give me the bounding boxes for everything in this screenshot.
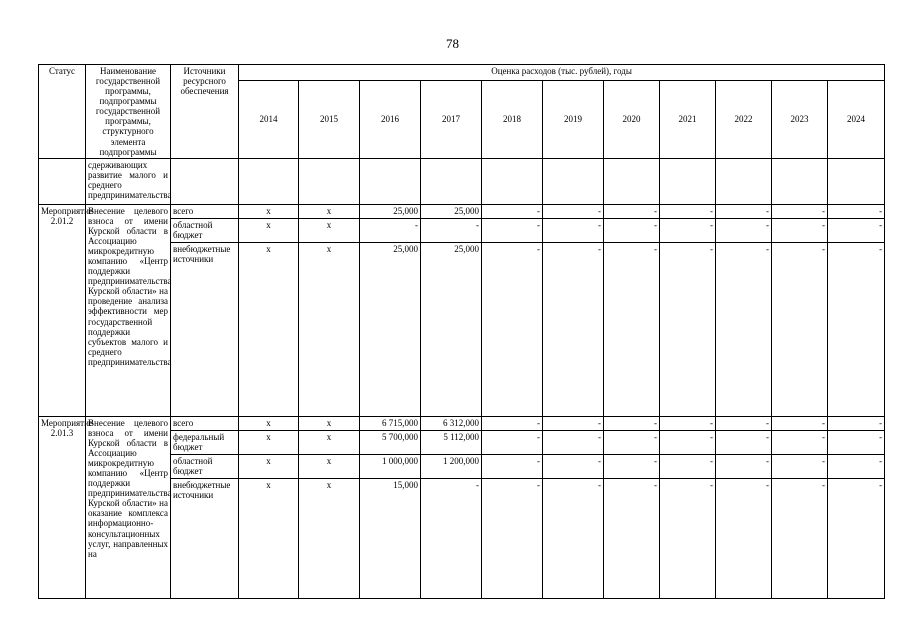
value-cell-2014: х (239, 218, 299, 242)
value-cell-2020: - (604, 218, 660, 242)
value-cell-2023: - (772, 430, 828, 454)
continuation-status (39, 158, 86, 204)
value-cell-2019: - (543, 416, 604, 430)
value-cell-2017: 1 200,000 (421, 454, 482, 478)
continuation-source (171, 158, 239, 204)
value-cell-2018: - (482, 478, 543, 598)
value-cell-2019: - (543, 430, 604, 454)
value-cell-2022: - (716, 478, 772, 598)
value-cell-2024: - (828, 218, 885, 242)
value-cell-2014: х (239, 242, 299, 416)
value-cell-2016: 25,000 (360, 242, 421, 416)
value-cell-2019: - (543, 478, 604, 598)
value-cell-2024: - (828, 430, 885, 454)
value-cell-2022: - (716, 242, 772, 416)
year-header-2016: 2016 (360, 80, 421, 158)
value-cell-2018: - (482, 218, 543, 242)
budget-table (38, 64, 885, 599)
value-cell-2016: 1 000,000 (360, 454, 421, 478)
value-cell-2022: - (716, 204, 772, 218)
value-cell-2021: - (660, 416, 716, 430)
funding-source: областной бюджет (171, 454, 239, 478)
value-cell-2020: - (604, 204, 660, 218)
value-cell-2022: - (716, 416, 772, 430)
value-cell-2019: - (543, 454, 604, 478)
header-name: Наименование государственной программы, подпрограммы государственной программы, структурного элемента подпрограммы (86, 65, 171, 159)
value-cell-2017: 25,000 (421, 242, 482, 416)
value-cell-2017: - (421, 218, 482, 242)
year-header-2023: 2023 (772, 80, 828, 158)
page-number: 78 (446, 36, 459, 51)
value-cell-2024: - (828, 204, 885, 218)
header-status: Статус (39, 65, 86, 159)
value-cell-2016: 6 715,000 (360, 416, 421, 430)
year-header-2022: 2022 (716, 80, 772, 158)
value-cell-2023: - (772, 204, 828, 218)
value-cell-2016: 25,000 (360, 204, 421, 218)
header-source: Источники ресурсного обеспечения (171, 65, 239, 159)
measure-name: Внесение целевого взноса от имени Курской области в Ассоциацию микрокредитную компанию «Центр поддержки предпринимательства Курской области» на проведение анализа эффективности мер государственной поддержки субъектов малого и среднего предпринимательства (86, 204, 171, 416)
value-cell-2022: - (716, 454, 772, 478)
value-cell-2023: - (772, 454, 828, 478)
value-cell-2022: - (716, 218, 772, 242)
funding-source: всего (171, 416, 239, 430)
value-cell-2020: - (604, 430, 660, 454)
year-header-2021: 2021 (660, 80, 716, 158)
table-body (39, 65, 885, 599)
year-header-2014: 2014 (239, 80, 299, 158)
value-cell-2016: 15,000 (360, 478, 421, 598)
value-cell-2018: - (482, 416, 543, 430)
value-cell-2021: - (660, 204, 716, 218)
value-cell-2015: х (299, 218, 360, 242)
value-cell-2019: - (543, 204, 604, 218)
value-cell-2017: 25,000 (421, 204, 482, 218)
value-cell-2015: х (299, 242, 360, 416)
value-cell-2020: - (604, 242, 660, 416)
value-cell-2017: - (421, 478, 482, 598)
value-cell-2021: - (660, 454, 716, 478)
value-cell-2021: - (660, 430, 716, 454)
value-cell-2016: 5 700,000 (360, 430, 421, 454)
value-cell-2014: х (239, 204, 299, 218)
year-header-2019: 2019 (543, 80, 604, 158)
measure-status: Мероприятие 2.01.3 (39, 416, 86, 598)
funding-source: внебюджетные источники (171, 478, 239, 598)
value-cell-2014: х (239, 454, 299, 478)
value-cell-2015: х (299, 416, 360, 430)
value-cell-2023: - (772, 478, 828, 598)
value-cell-2015: х (299, 478, 360, 598)
value-cell-2021: - (660, 242, 716, 416)
value-cell-2020: - (604, 454, 660, 478)
value-cell-2017: 6 312,000 (421, 416, 482, 430)
year-header-2015: 2015 (299, 80, 360, 158)
funding-source: всего (171, 204, 239, 218)
measure-name: Внесение целевого взноса от имени Курской области в Ассоциацию микрокредитную компанию «Центр поддержки предпринимательства Курской области» на оказание комплекса информационно-консультационных услуг, направленных на (86, 416, 171, 598)
table-row (39, 204, 885, 218)
year-header-2024: 2024 (828, 80, 885, 158)
value-cell-2018: - (482, 242, 543, 416)
value-cell-2024: - (828, 242, 885, 416)
value-cell-2018: - (482, 430, 543, 454)
value-cell-2021: - (660, 478, 716, 598)
value-cell-2014: х (239, 430, 299, 454)
value-cell-2015: х (299, 204, 360, 218)
value-cell-2018: - (482, 204, 543, 218)
year-header-2020: 2020 (604, 80, 660, 158)
measure-status: Мероприятие 2.01.2 (39, 204, 86, 416)
value-cell-2023: - (772, 416, 828, 430)
year-header-2018: 2018 (482, 80, 543, 158)
value-cell-2014: х (239, 416, 299, 430)
value-cell-2014: х (239, 478, 299, 598)
value-cell-2018: - (482, 454, 543, 478)
value-cell-2020: - (604, 478, 660, 598)
funding-source: внебюджетные источники (171, 242, 239, 416)
value-cell-2019: - (543, 218, 604, 242)
value-cell-2024: - (828, 416, 885, 430)
value-cell-2015: х (299, 430, 360, 454)
value-cell-2024: - (828, 454, 885, 478)
value-cell-2021: - (660, 218, 716, 242)
value-cell-2020: - (604, 416, 660, 430)
value-cell-2017: 5 112,000 (421, 430, 482, 454)
funding-source: федеральный бюджет (171, 430, 239, 454)
value-cell-2023: - (772, 218, 828, 242)
value-cell-2022: - (716, 430, 772, 454)
continuation-name: сдерживающих развитие малого и среднего предпринимательства (86, 158, 171, 204)
header-estimate: Оценка расходов (тыс. рублей), годы (239, 65, 885, 81)
year-header-2017: 2017 (421, 80, 482, 158)
value-cell-2016: - (360, 218, 421, 242)
value-cell-2024: - (828, 478, 885, 598)
value-cell-2023: - (772, 242, 828, 416)
table-row (39, 416, 885, 430)
funding-source: областной бюджет (171, 218, 239, 242)
value-cell-2015: х (299, 454, 360, 478)
value-cell-2019: - (543, 242, 604, 416)
